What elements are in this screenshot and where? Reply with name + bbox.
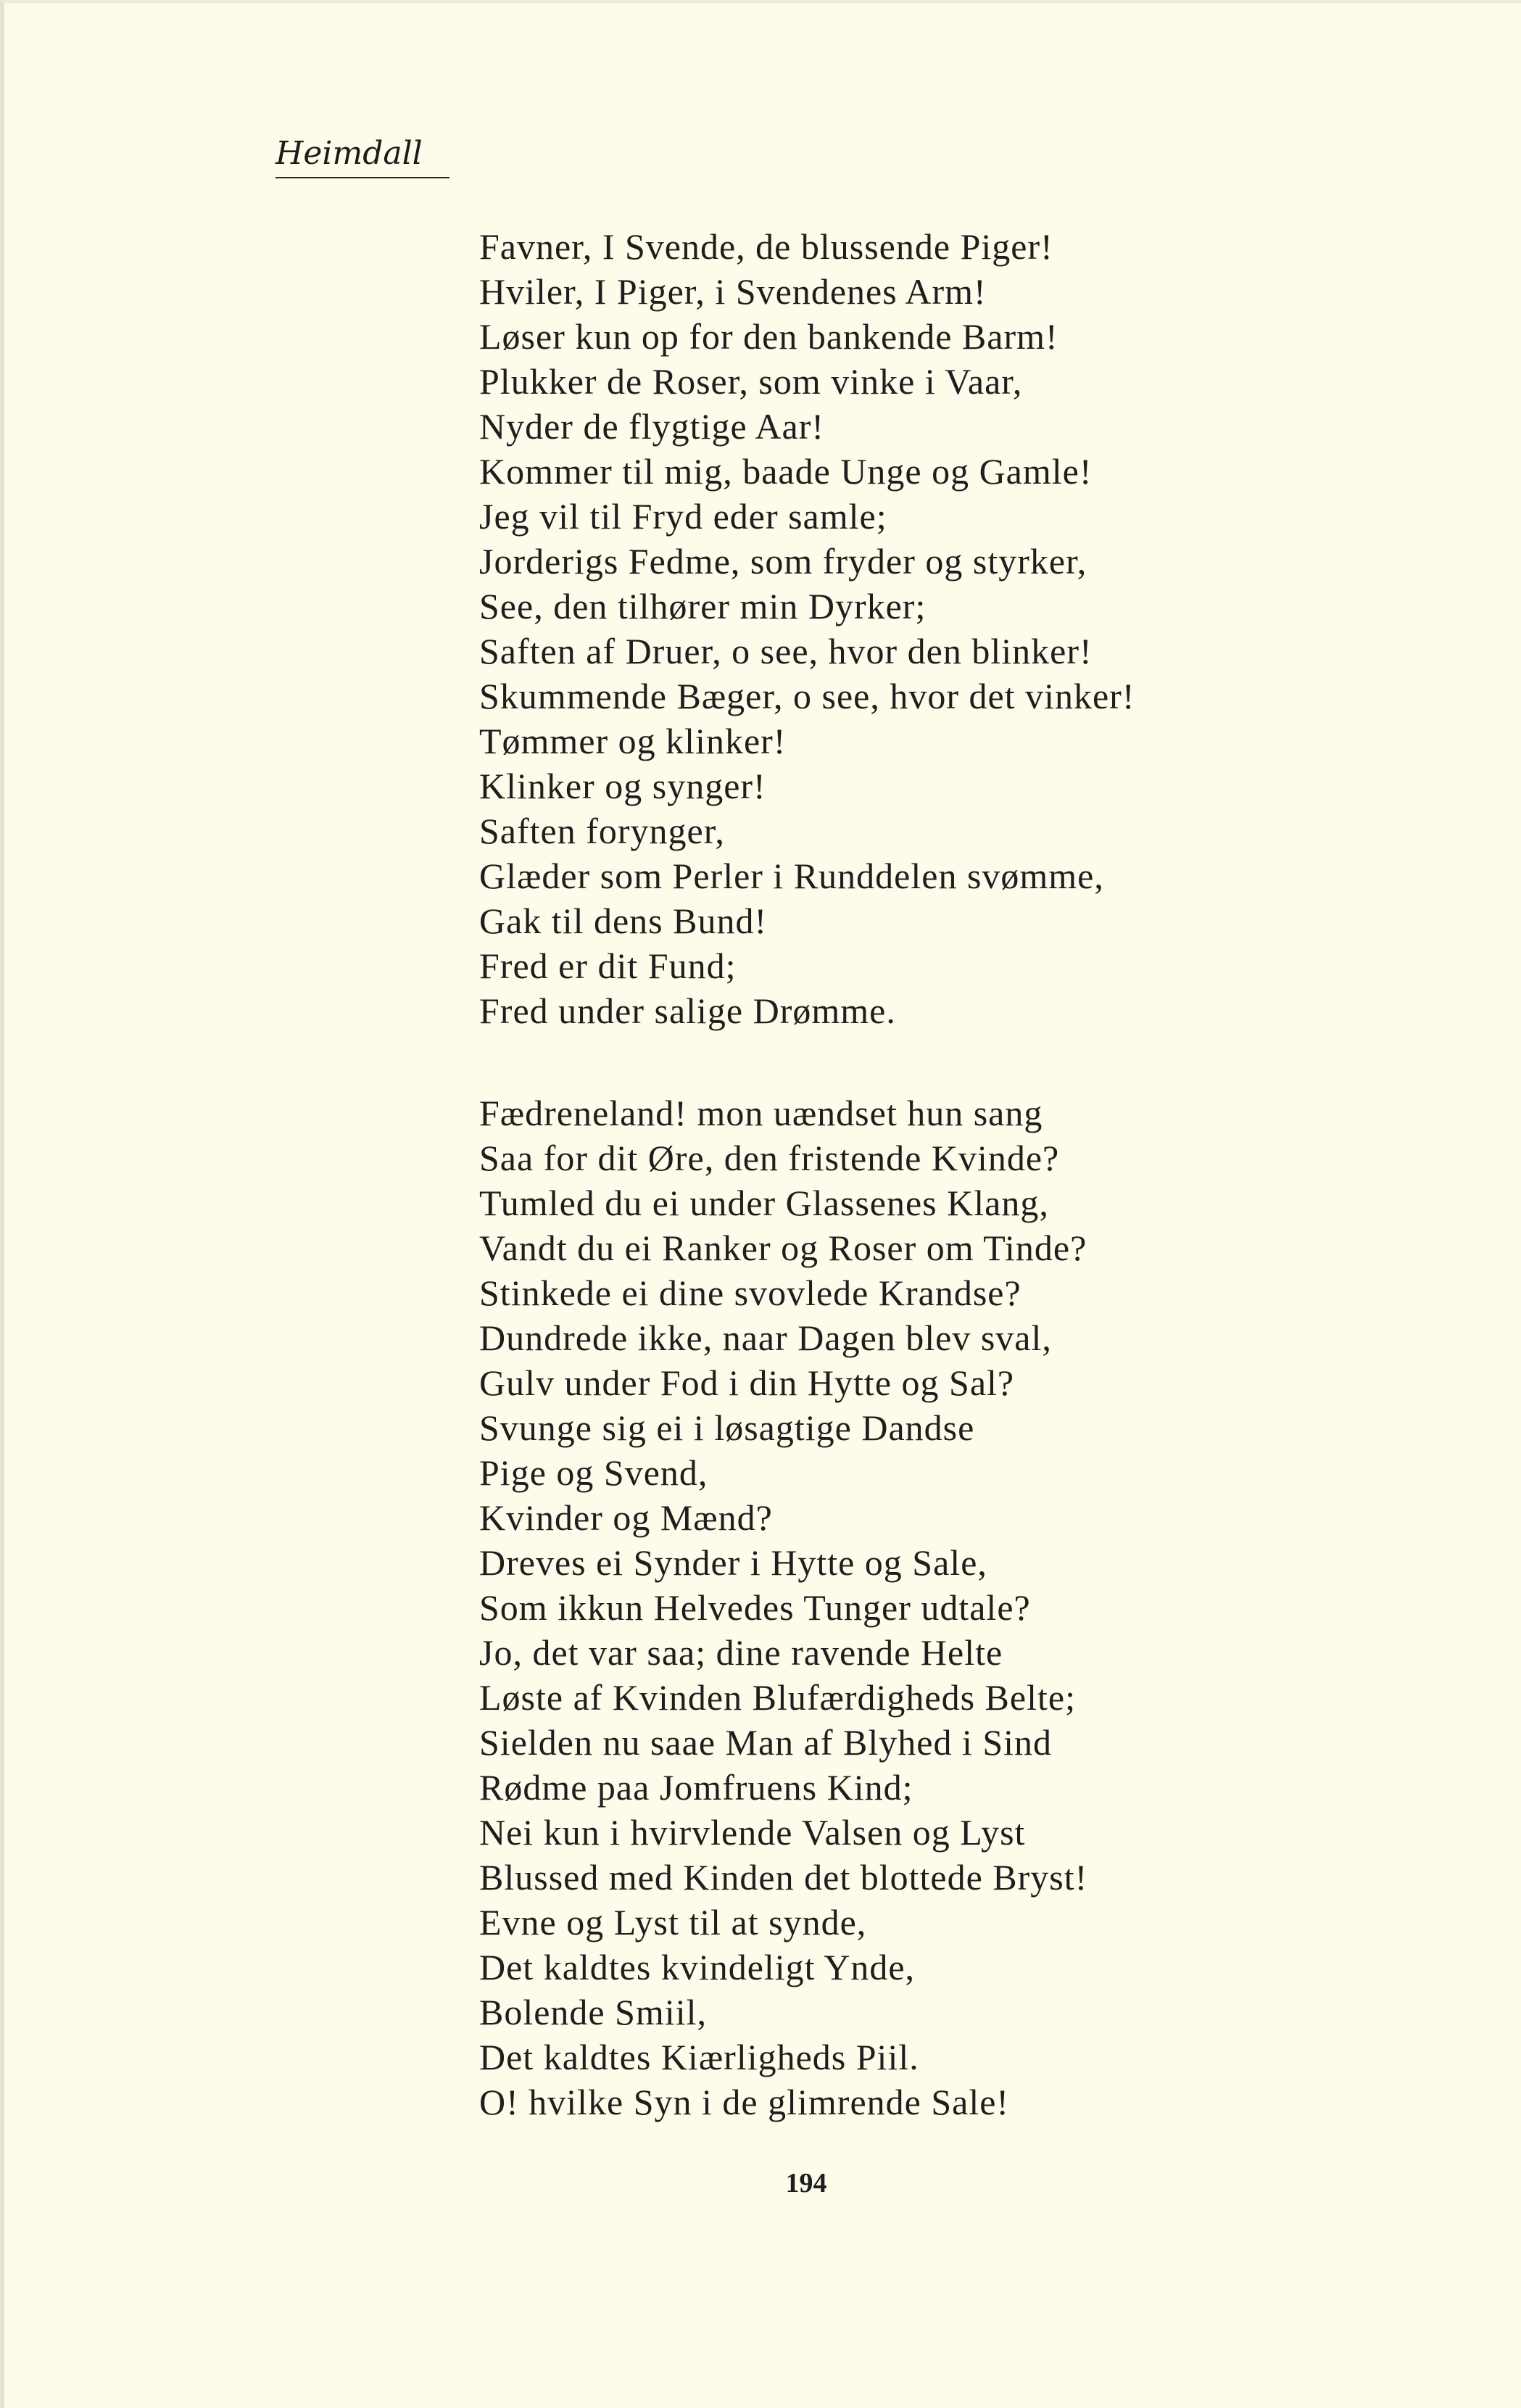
verse-line: Som ikkun Helvedes Tunger udtale? [479, 1587, 1031, 1628]
verse-line: Tumled du ei under Glassenes Klang, [479, 1183, 1049, 1223]
verse-line: Saften forynger, [479, 811, 725, 851]
verse-line: Blussed med Kinden det blottede Bryst! [479, 1857, 1088, 1898]
verse-line: Bolende Smiil, [479, 1992, 707, 2032]
verse-line: Rødme paa Jomfruens Kind; [479, 1767, 913, 1808]
verse-line: Klinker og synger! [479, 766, 766, 806]
verse-line: Jeg vil til Fryd eder samle; [479, 496, 887, 537]
verse-line: Kvinder og Mænd? [479, 1497, 773, 1538]
verse-line: O! hvilke Syn i de glimrende Sale! [479, 2082, 1010, 2122]
verse-line: Løste af Kvinden Blufærdigheds Belte; [479, 1677, 1076, 1718]
verse-line: Plukker de Roser, som vinke i Vaar, [479, 361, 1023, 402]
running-title: Heimdall [275, 132, 449, 178]
verse-line: Jorderigs Fedme, som fryder og styrker, [479, 541, 1087, 582]
verse-line: Nei kun i hvirvlende Valsen og Lyst [479, 1812, 1026, 1853]
verse-line: Glæder som Perler i Runddelen svømme, [479, 856, 1104, 896]
verse-line: Saften af Druer, o see, hvor den blinker! [479, 631, 1093, 671]
verse-line: Løser kun op for den bankende Barm! [479, 316, 1058, 357]
verse-line: Evne og Lyst til at synde, [479, 1902, 867, 1942]
stanza-1 [479, 224, 1135, 1033]
verse-line: Sielden nu saae Man af Blyhed i Sind [479, 1722, 1053, 1763]
verse-line: Det kaldtes kvindeligt Ynde, [479, 1947, 916, 1987]
verse-line: Pige og Svend, [479, 1452, 708, 1493]
verse-line: Saa for dit Øre, den fristende Kvinde? [479, 1138, 1060, 1178]
verse-line: Gak til dens Bund! [479, 901, 768, 941]
verse-line: Svunge sig ei i løsagtige Dandse [479, 1407, 975, 1448]
verse-line: Tømmer og klinker! [479, 721, 787, 761]
verse-line: Dreves ei Synder i Hytte og Sale, [479, 1542, 987, 1583]
page-number: 194 [785, 2168, 827, 2198]
stanza-2 [479, 1091, 1087, 2124]
verse-line: Hviler, I Piger, i Svendenes Arm! [479, 271, 987, 312]
verse-line: Fædreneland! mon uændset hun sang [479, 1093, 1043, 1133]
verse-line: See, den tilhører min Dyrker; [479, 586, 927, 626]
verse-line: Skummende Bæger, o see, hvor det vinker! [479, 676, 1135, 716]
verse-line: Nyder de flygtige Aar! [479, 406, 825, 447]
verse-line: Det kaldtes Kiærligheds Piil. [479, 2037, 919, 2077]
verse-line: Kommer til mig, baade Unge og Gamle! [479, 451, 1093, 492]
verse-line: Favner, I Svende, de blussende Piger! [479, 226, 1053, 267]
verse-line: Dundrede ikke, naar Dagen blev sval, [479, 1317, 1052, 1358]
verse-line: Vandt du ei Ranker og Roser om Tinde? [479, 1228, 1087, 1268]
verse-line: Jo, det var saa; dine ravende Helte [479, 1632, 1003, 1673]
verse-line: Fred er dit Fund; [479, 946, 737, 986]
verse-line: Gulv under Fod i din Hytte og Sal? [479, 1362, 1015, 1403]
verse-line: Fred under salige Drømme. [479, 990, 896, 1031]
verse-line: Stinkede ei dine svovlede Krandse? [479, 1273, 1021, 1313]
